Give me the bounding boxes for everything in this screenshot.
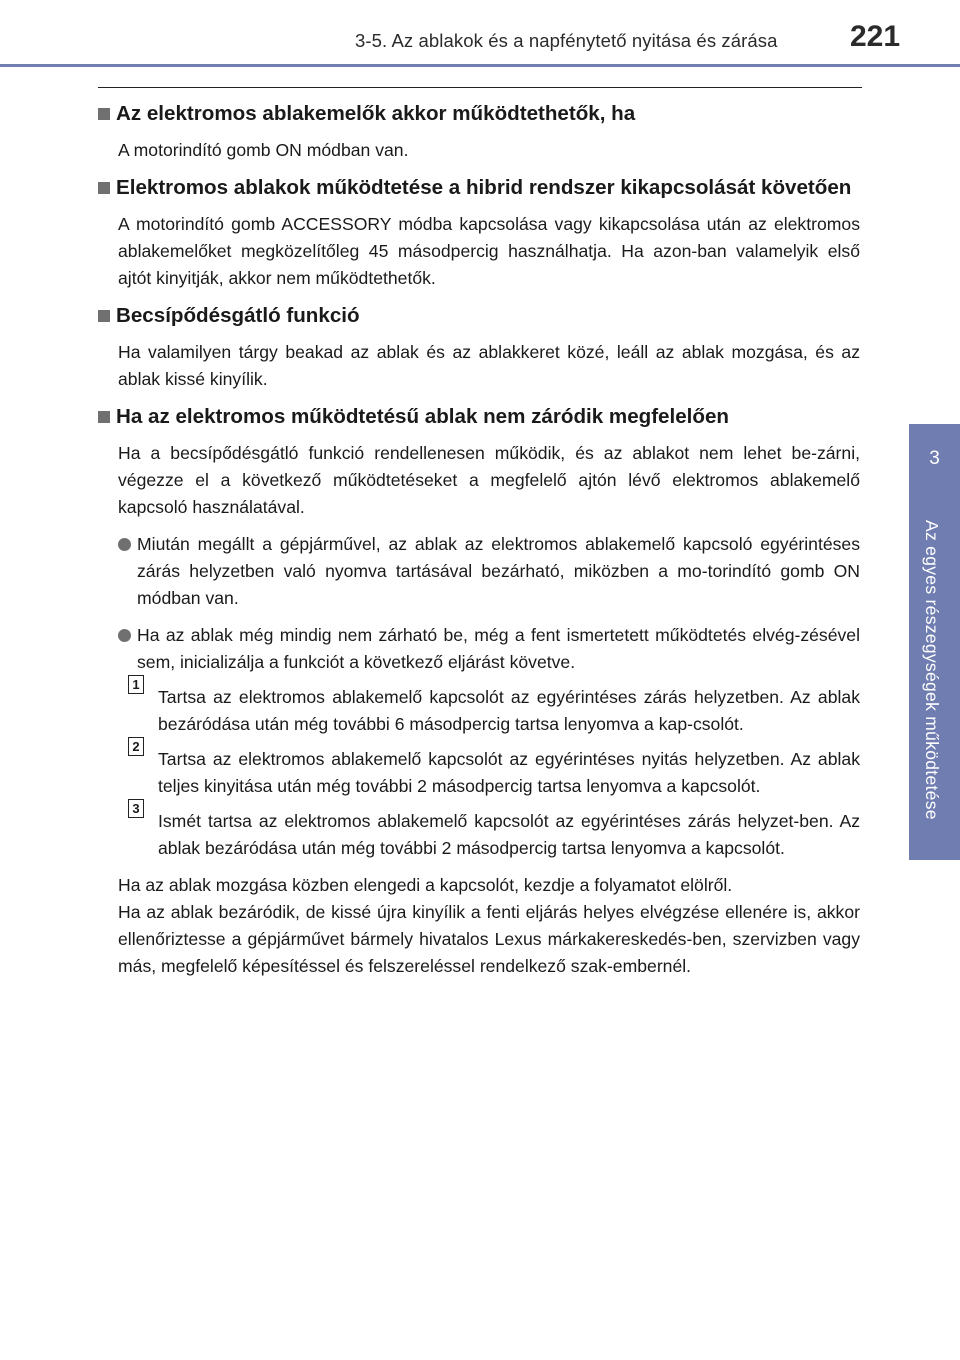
closing-paragraph: Ha az ablak mozgása közben elengedi a kapcsolót, kezdje a folyamatot elölről.	[118, 875, 733, 895]
section-heading	[98, 174, 860, 201]
section-heading-text: Becsípődésgátló funkció	[116, 304, 360, 327]
list-item-text: Ha az ablak még mindig nem zárható be, még a fent ismertetett működtetés elvég-zésével sem, inicializálja a funkciót a következő eljárást követve.	[137, 625, 860, 672]
chapter-title: Az egyes részegységek működtetése	[922, 520, 942, 820]
content-rule	[98, 87, 862, 88]
step-number-box: 2	[128, 737, 144, 756]
section-heading-text: Ha az elektromos működtetésű ablak nem záródik megfelelően	[116, 405, 729, 428]
section-text: Ha valamilyen tárgy beakad az ablak és az ablakkeret közé, leáll az ablak mozgása, és az ablak kissé kinyílik.	[118, 342, 860, 389]
square-bullet-icon	[98, 182, 110, 194]
header-rule	[0, 64, 960, 67]
square-bullet-icon	[98, 108, 110, 120]
step-text: Ismét tartsa az elektromos ablakemelő kapcsolót az egyérintéses zárás helyzet-ben. Az ablak bezáródása után még további 2 másodpercig tartsa lenyomva a kapcsolót.	[158, 811, 860, 858]
dot-bullet-icon	[118, 538, 131, 551]
section	[98, 100, 860, 164]
step-number-box: 1	[128, 675, 144, 694]
dot-bullet-icon	[118, 629, 131, 642]
section-heading	[98, 100, 860, 127]
square-bullet-icon	[98, 411, 110, 423]
list-item	[118, 622, 860, 676]
list-item	[118, 531, 860, 612]
section-heading-text: Az elektromos ablakemelők akkor működtethetők, ha	[116, 102, 636, 125]
step-text: Tartsa az elektromos ablakemelő kapcsolót az egyérintéses zárás helyzetben. Az ablak bezáródása után még további 6 másodpercig tartsa lenyomva a kap-csolót.	[158, 687, 860, 734]
section-heading-text: Elektromos ablakok működtetése a hibrid rendszer kikapcsolását követően	[116, 176, 852, 199]
step-number-box: 3	[128, 799, 144, 818]
list-item-text: Miután megállt a gépjárművel, az ablak az elektromos ablakemelő kapcsoló egyérintéses zárás helyzetben való nyomva tartásával bezárható, miközben a mo-torindító gomb ON módban van.	[137, 534, 860, 608]
section	[98, 174, 860, 292]
section	[98, 403, 860, 980]
step-text: Tartsa az elektromos ablakemelő kapcsolót az egyérintéses nyitás helyzetben. Az ablak teljes kinyitása után még további 2 másodpercig tartsa lenyomva a kapcsolót.	[158, 749, 860, 796]
square-bullet-icon	[98, 310, 110, 322]
section-heading	[98, 302, 860, 329]
header-title: 3-5. Az ablakok és a napfénytető nyitása és zárása	[355, 30, 778, 51]
chapter-side-tab	[909, 424, 960, 860]
page-number: 221	[850, 20, 901, 53]
step-item	[128, 739, 860, 800]
page-content	[98, 100, 860, 980]
closing-paragraph: Ha az ablak bezáródik, de kissé újra kinyílik a fenti eljárás helyes elvégzése ellenére is, akkor ellenőriztesse a gépjárművet bármely hivatalos Lexus márkakereskedés-ben, szervizben vagy más, megfelelő képesítéssel és felszereléssel rendelkező szak-embernél.	[118, 902, 860, 976]
step-item	[128, 677, 860, 738]
closing-text	[118, 872, 860, 980]
section-text: Ha a becsípődésgátló funkció rendellenesen működik, és az ablakot nem lehet be-zárni, végezze el a következő működtetéseket a megfelelő ajtón lévő elektromos ablakemelő kapcsoló használatával.	[118, 443, 860, 517]
section-heading	[98, 403, 860, 430]
section-text: A motorindító gomb ON módban van.	[118, 140, 409, 160]
section	[98, 302, 860, 393]
chapter-number: 3	[929, 448, 940, 469]
step-item	[128, 801, 860, 862]
section-text: A motorindító gomb ACCESSORY módba kapcsolása vagy kikapcsolása után az elektromos ablakemelőket megközelítőleg 45 másodpercig használhatja. Ha azon-ban valamelyik első ajtót kinyitják, akkor nem működtethetők.	[118, 214, 860, 288]
